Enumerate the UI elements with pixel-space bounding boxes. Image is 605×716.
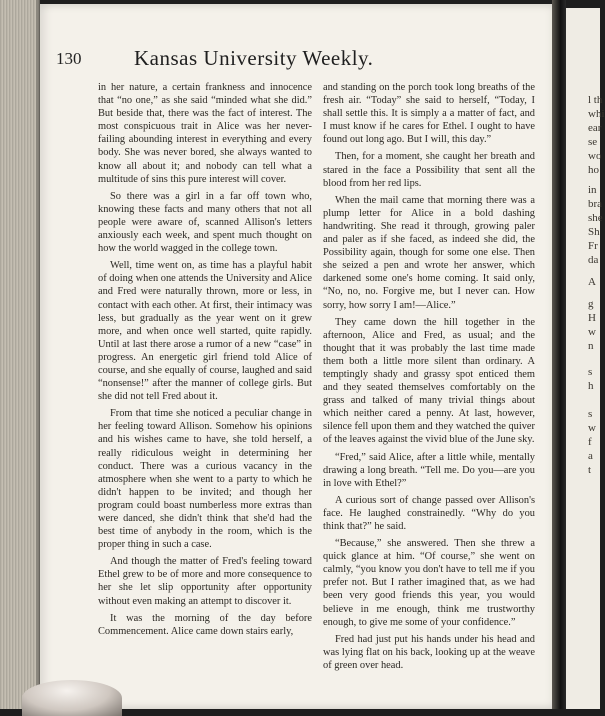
- next-page-fragment: A: [588, 276, 596, 288]
- next-page-fragment: w: [588, 422, 596, 434]
- paragraph: Well, time went on, as time has a playful habit of doing when one attends the University and Alice and Fred were naturally thrown, more or less, in contact with each other. At first, their intimacy was less, but gradually as the year went on it grew more, and when once well started, quite rapidly. Until at last there arose a rumor of a new “case” in progress. An energetic girl friend told Alice of course, and she equally of course, laughed and said “nonsense!” after the manner of college girls. But she did not tell Fred about it.: [98, 260, 312, 403]
- next-page-fragment: Sh: [588, 226, 600, 238]
- running-head: [56, 46, 514, 70]
- left-column: [98, 81, 312, 642]
- paragraph: And though the matter of Fred's feeling toward Ethel grew to be of more and more consequence to her she let slip opportunity after opportunity without even making an attempt to discover it.: [98, 556, 312, 607]
- next-page-fragment: h: [588, 380, 594, 392]
- next-page-fragment: s: [588, 366, 593, 378]
- next-page-fragment: in: [588, 184, 597, 196]
- next-page-fragment: da: [588, 254, 599, 266]
- book-gutter: [552, 0, 566, 709]
- page-number: 130: [56, 49, 82, 68]
- next-page-fragment: t: [588, 464, 592, 476]
- paragraph: and standing on the porch took long breaths of the fresh air. “Today” she said to herself, “Today, I shall settle this. It is simply a a matter of fact, and I must know if he cares for Ethel. I ought to have found out long ago. But I will, this day.”: [323, 82, 535, 146]
- next-page-fragment: g: [588, 298, 594, 310]
- next-page-fragment: n: [588, 340, 594, 352]
- next-page-fragment: se: [588, 136, 598, 148]
- next-page-fragment: s: [588, 408, 593, 420]
- next-page-fragment: w: [588, 326, 596, 338]
- next-page-fragment: ho: [588, 164, 599, 176]
- paragraph: When the mail came that morning there was a plump letter for Alice in a bold dashing handwriting. She read it through, growing paler and paler as if she faced, as indeed she did, the Possibility again, though for some one else. Then she seized a pen and wrote her answer, which darkened some one's home coming. It said only, “No, no, no. Forgive me, but I never can. How sorry, how sorry I am!—Alice.”: [323, 194, 535, 311]
- paragraph: “Because,” she answered. Then she threw a quick glance at him. “Of course,” she went on calmly, “you know you don't have to tell me if you prefer not. But I rather imagined that, as we had been very good friends this year, you would believe in me enough, think me trustworthy enough, to give me some of your confidence.”: [323, 538, 535, 628]
- paragraph: From that time she noticed a peculiar change in her feeling toward Allison. Somehow his opinions and his wishes came to have, she told herself, a really ridiculous weight in determining her conduct. There was a curious vacancy in the atmosphere when she went to a party to which he didn't happen to be invited; and though her program could boast numberless more extras than were danced, she didn't think that she'd had the best time of anybody in the room, which is the proper thing in such a case.: [98, 408, 312, 551]
- paragraph: So there was a girl in a far off town who, knowing these facts and many others that not all people were aware of, scanned Allison's letters anxiously each week, and spent much thought on how the world wagged in the college town.: [98, 190, 312, 255]
- holding-thumb: [22, 680, 122, 716]
- paragraph: “Fred,” said Alice, after a little while, mentally drawing a long breath. “Tell me. Do you—are you in love with Ethel?”: [323, 451, 535, 489]
- next-page-fragment: Fr: [588, 240, 598, 252]
- journal-title: Kansas University Weekly.: [134, 46, 374, 70]
- next-page-fragment: wo: [588, 150, 602, 162]
- next-page-fragment: H: [588, 312, 596, 324]
- paragraph: Then, for a moment, she caught her breath and stared in the face a Possibility that sent all the blood from her red lips.: [323, 151, 535, 189]
- next-page-fragment: whi: [588, 108, 605, 120]
- next-page-fragment: bra: [588, 198, 603, 210]
- right-column: [323, 81, 535, 676]
- paragraph: They came down the hill together in the afternoon, Alice and Fred, as usual; and the thought that it was probably the last time made them both a little more silent than ordinary. A temptingly shady and grassy spot enticed them and they seated themselves comfortably on the grass and talked of many trivial things about which neither cared a penny. At last, however, silence fell upon them and they watched the quiver of the leaves against the vivid blue of the June sky.: [323, 316, 535, 446]
- next-page-fragment: she: [588, 212, 603, 224]
- paragraph: in her nature, a certain frankness and innocence that “no one,” as she said “minded what she did.” But beside that, there was the fact of interest. The most conspicuous trait in Alice was her never-failing abounding interest in everything and every body. She was never bored, she always wanted to know all about it; and nobody can tell what a multitude of sins this pure interest will cover.: [98, 82, 312, 185]
- next-page-fragment: ear: [588, 122, 602, 134]
- next-page-fragment: f: [588, 436, 592, 448]
- paragraph: A curious sort of change passed over Allison's face. He laughed constrainedly. “Why do you think that?” he said.: [323, 494, 535, 532]
- book-page-edges: [0, 0, 40, 709]
- next-page-fragment: a: [588, 450, 593, 462]
- paragraph: It was the morning of the day before Commencement. Alice came down stairs early,: [98, 612, 312, 637]
- next-page-edge: [566, 8, 605, 709]
- next-page-fragment: l th: [588, 94, 603, 106]
- paragraph: Fred had just put his hands under his head and was lying flat on his back, looking up at the weave of green over head.: [323, 633, 535, 671]
